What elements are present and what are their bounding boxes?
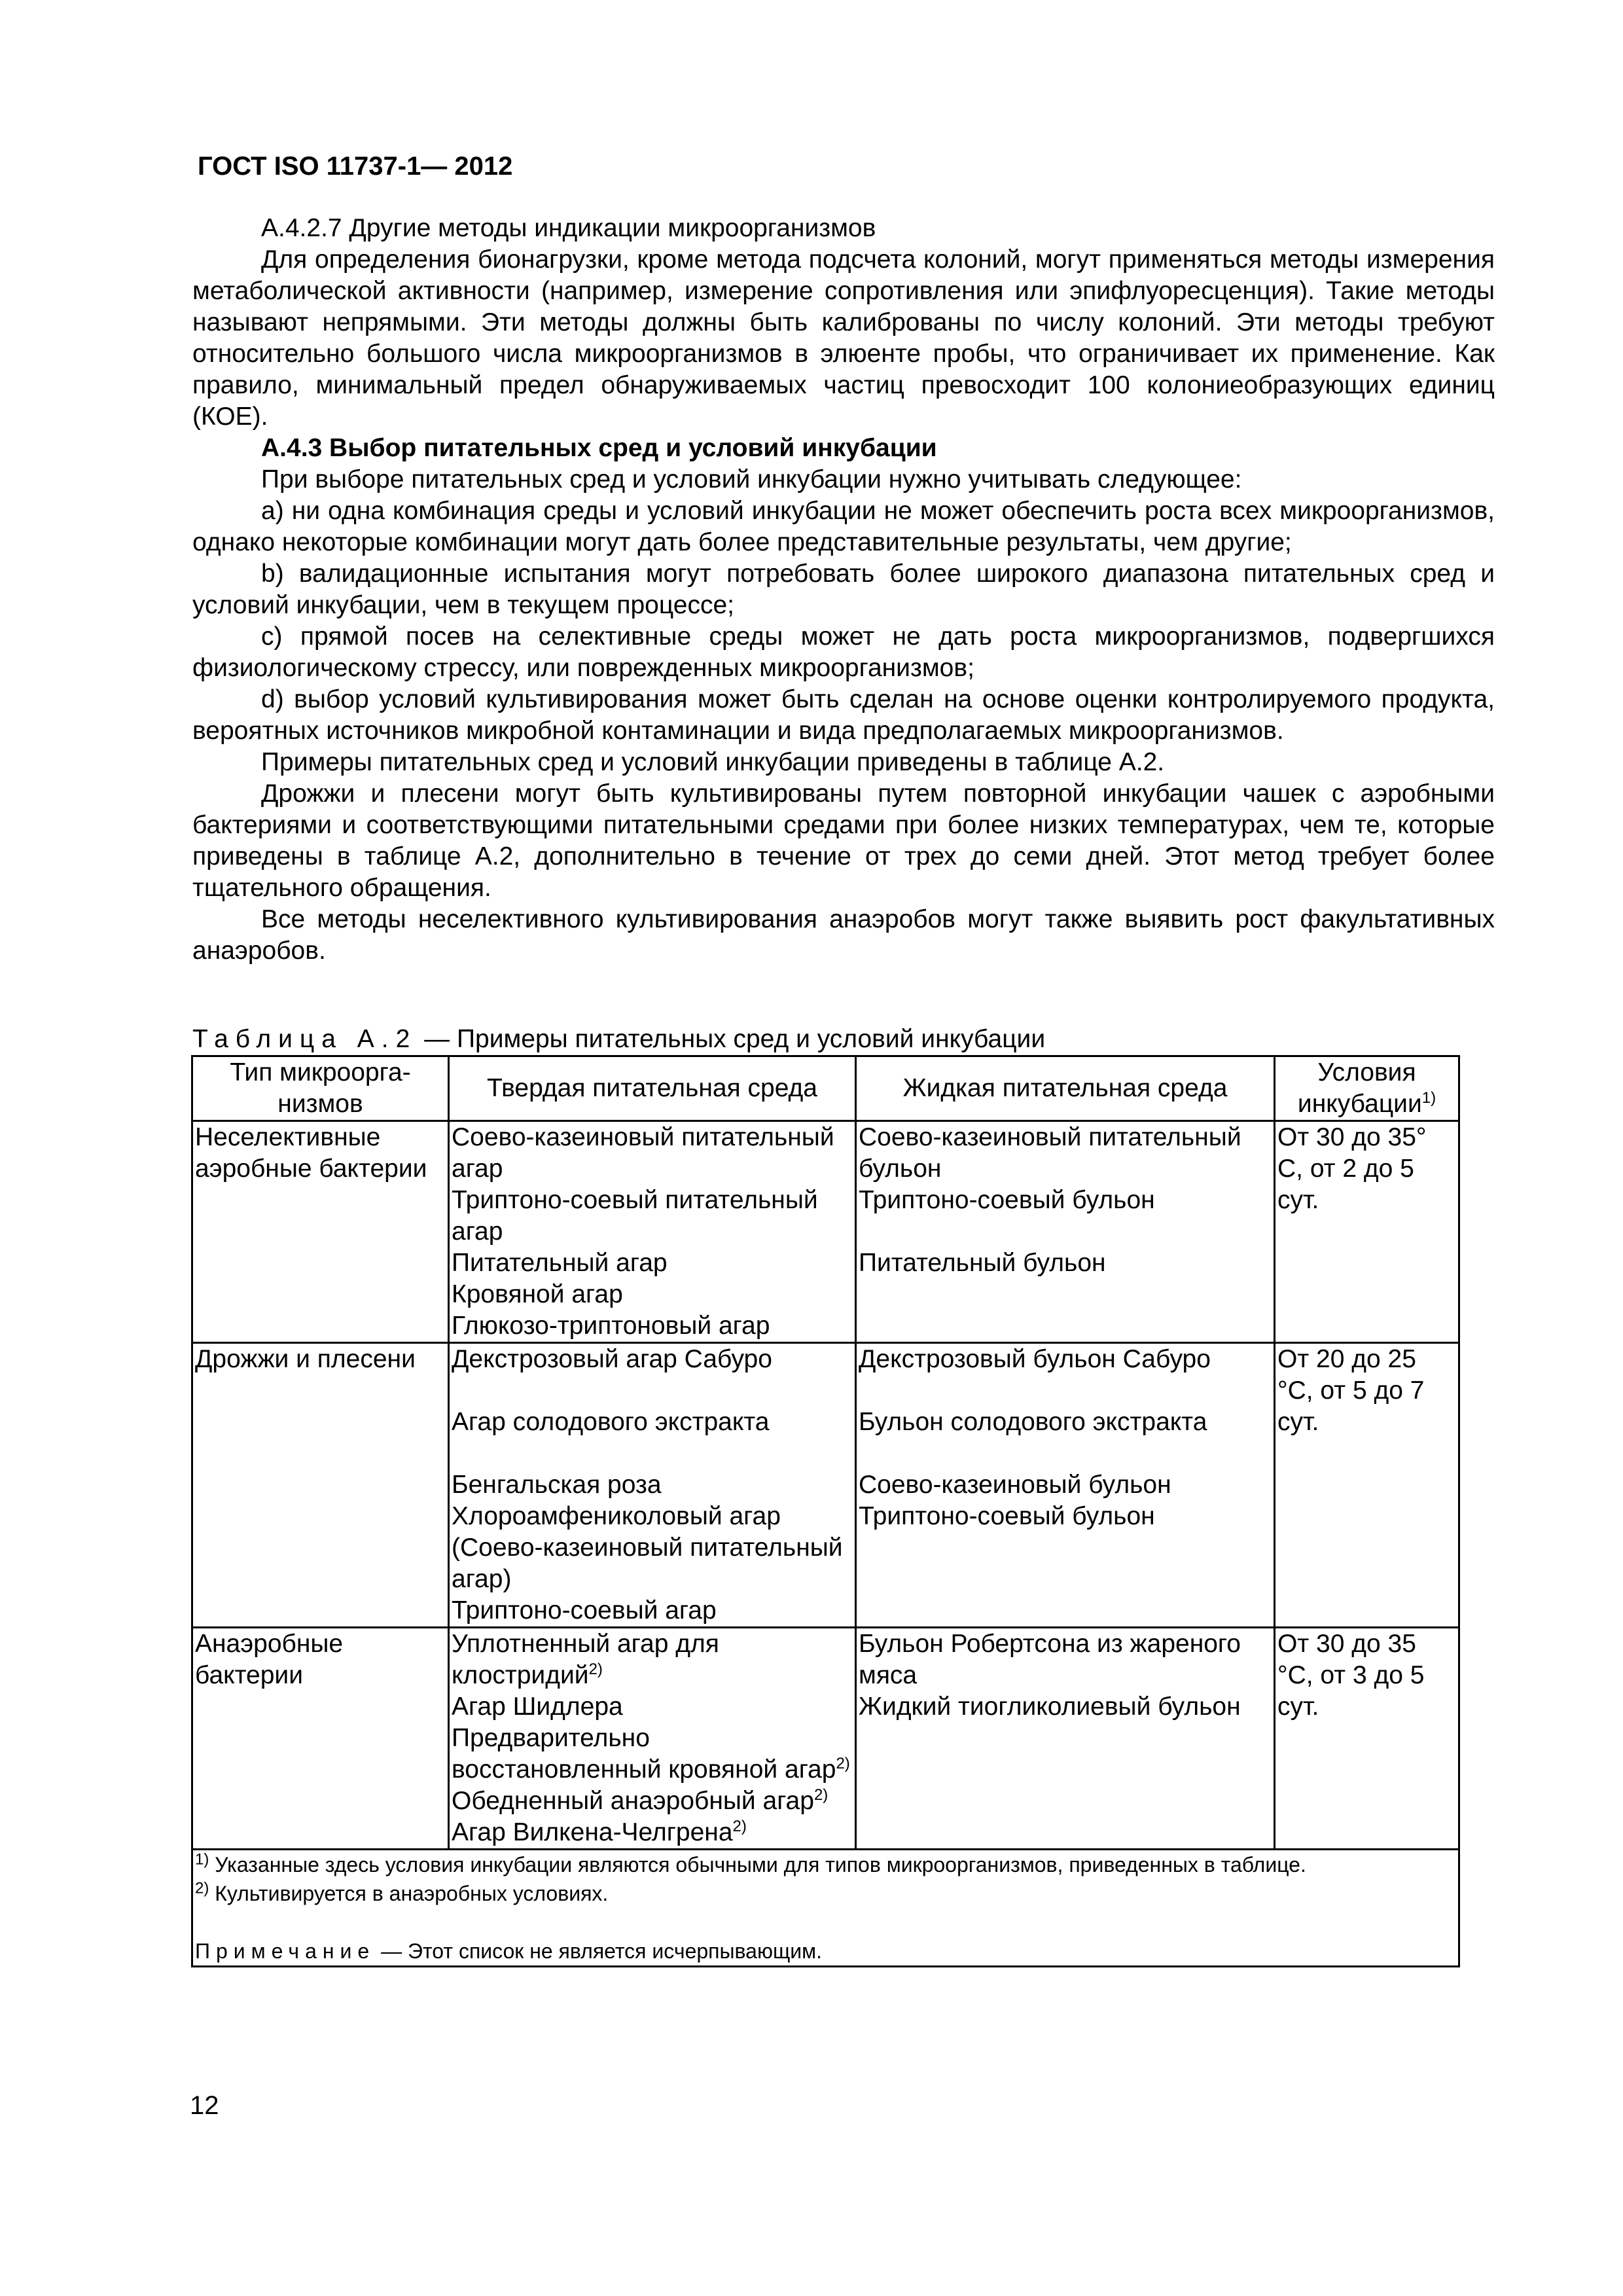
medium-item: Бульон солодового экстракта bbox=[859, 1408, 1207, 1436]
column-header-type: Тип микроорга-низмов bbox=[192, 1056, 449, 1121]
paragraph: Для определения бионагрузки, кроме метода подсчета колоний, могут применяться методы измерения метаболической активности (например, измерение сопротивления или эпифлуоресценция). Такие методы называют непрямыми. Эти методы должны быть калиброваны по числу колоний. Эти методы требуют относительно большого числа микроорганизмов в элюенте пробы, что ограничивает их применение. Как правило, минимальный предел обнаруживаемых частиц превосходит 100 колониеобразующих единиц (КОЕ). bbox=[192, 245, 1495, 431]
column-header-solid: Твердая питательная среда bbox=[449, 1056, 856, 1121]
medium-item: Триптоно-соевый агар bbox=[452, 1596, 717, 1624]
medium-item: Хлороамфениколовый агар bbox=[452, 1502, 781, 1530]
list-item: b) валидационные испытания могут потребовать более широкого диапазона питательных сред и условий инкубации, чем в текущем процессе; bbox=[192, 560, 1495, 619]
note-label: Примечание bbox=[195, 1939, 376, 1963]
cell-liquid bbox=[856, 1121, 1275, 1343]
table-note bbox=[195, 1937, 1456, 1965]
body-text bbox=[192, 213, 1495, 967]
medium-item: Триптоно-соевый бульон bbox=[859, 1186, 1155, 1214]
cell-solid bbox=[449, 1343, 856, 1628]
medium-item: Бульон Робертсона из жареного мяса bbox=[859, 1630, 1241, 1689]
medium-item: Агар солодового экстракта bbox=[452, 1408, 770, 1436]
list-item: a) ни одна комбинация среды и условий инкубации не может обеспечить роста всех микроорганизмов, однако некоторые комбинации могут дать более представительные результаты, чем другие; bbox=[192, 497, 1495, 556]
footnote-ref: 2) bbox=[732, 1818, 747, 1835]
table-row bbox=[192, 1121, 1459, 1343]
table-header-row bbox=[192, 1056, 1459, 1121]
cell-conditions: От 30 до 35 °С, от 3 до 5 сут. bbox=[1275, 1628, 1459, 1850]
medium-item bbox=[452, 1723, 853, 1785]
section-heading: А.4.3 Выбор питательных сред и условий инкубации bbox=[261, 434, 937, 462]
paragraph: Все методы неселективного культивирования анаэробов могут также выявить рост факультативных анаэробов. bbox=[192, 905, 1495, 965]
medium-item: Бенгальская роза bbox=[452, 1471, 662, 1499]
note-text: — Этот список не является исчерпывающим. bbox=[375, 1939, 823, 1963]
list-item: c) прямой посев на селективные среды может не дать роста микроорганизмов, подвергшихся физиологическому стрессу, или поврежденных микроорганизмов; bbox=[192, 622, 1495, 682]
footnote-1 bbox=[195, 1850, 1456, 1879]
footnote-text: Указанные здесь условия инкубации являются обычными для типов микроорганизмов, приведенных в таблице. bbox=[209, 1853, 1306, 1876]
medium-item bbox=[452, 1817, 853, 1848]
paragraph: Примеры питательных сред и условий инкубации приведены в таблице А.2. bbox=[261, 748, 1165, 776]
medium-item: Глюкозо-триптоновый агар bbox=[452, 1312, 770, 1340]
cell-solid bbox=[449, 1628, 856, 1850]
medium-item: Соево-казеиновый бульон bbox=[859, 1471, 1171, 1499]
medium-name: Предварительно восстановленный кровяной агар bbox=[452, 1724, 836, 1784]
medium-item bbox=[452, 1628, 853, 1691]
cell-conditions: От 20 до 25 °С, от 5 до 7 сут. bbox=[1275, 1343, 1459, 1628]
footnote-ref: 2) bbox=[813, 1786, 829, 1804]
footnote-ref: 2) bbox=[836, 1755, 850, 1772]
table-caption bbox=[192, 1024, 1045, 1055]
paragraph: А.4.2.7 Другие методы индикации микроорганизмов bbox=[261, 214, 876, 242]
table-row bbox=[192, 1628, 1459, 1850]
list-item: d) выбор условий культивирования может быть сделан на основе оценки контролируемого продукта, вероятных источников микробной контаминации и вида предполагаемых микроорганизмов. bbox=[192, 685, 1495, 745]
footnote-mark: 2) bbox=[195, 1879, 209, 1897]
medium-item: Декстрозовый бульон Сабуро bbox=[859, 1345, 1211, 1373]
medium-item: Питательный бульон bbox=[859, 1249, 1106, 1277]
footnote-text: Культивируется в анаэробных условиях. bbox=[209, 1882, 609, 1905]
document-header: ГОСТ ISO 11737-1— 2012 bbox=[198, 152, 513, 181]
paragraph: Дрожжи и плесени могут быть культивированы путем повторной инкубации чашек с аэробными бактериями и соответствующими питательными средами при более низких температурах, чем те, которые приведены в таблице А.2, дополнительно в течение от трех до семи дней. Этот метод требует более тщательного обращения. bbox=[192, 780, 1495, 902]
medium-item: (Соево-казеиновый питательный агар) bbox=[452, 1534, 843, 1593]
medium-item: Триптоно-соевый бульон bbox=[859, 1502, 1155, 1530]
medium-item: Жидкий тиогликолиевый бульон bbox=[859, 1693, 1241, 1721]
footnote-ref: 2) bbox=[588, 1660, 603, 1678]
cell-solid bbox=[449, 1121, 856, 1343]
footnote-2 bbox=[195, 1879, 1456, 1908]
footnote-ref: 1) bbox=[1421, 1089, 1436, 1107]
column-header-conditions bbox=[1275, 1056, 1459, 1121]
medium-item: Агар Шидлера bbox=[452, 1693, 623, 1721]
medium-name: Обедненный анаэробный агар bbox=[452, 1787, 814, 1815]
paragraph: При выборе питательных сред и условий инкубации нужно учитывать следующее: bbox=[261, 465, 1242, 493]
media-table bbox=[191, 1055, 1460, 1967]
table-row bbox=[192, 1343, 1459, 1628]
cell-type: Неселективные аэробные бактерии bbox=[192, 1121, 449, 1343]
cell-liquid bbox=[856, 1343, 1275, 1628]
table-footnotes-row bbox=[192, 1850, 1459, 1967]
medium-item: Соево-казеиновый питательный бульон bbox=[859, 1123, 1241, 1183]
column-header-liquid: Жидкая питательная среда bbox=[856, 1056, 1275, 1121]
cell-type: Дрожжи и плесени bbox=[192, 1343, 449, 1628]
medium-name: Уплотненный агар для клостридий bbox=[452, 1630, 719, 1689]
cell-liquid bbox=[856, 1628, 1275, 1850]
table-caption-text: — Примеры питательных сред и условий инкубации bbox=[417, 1025, 1046, 1053]
medium-item: Соево-казеиновый питательный агар bbox=[452, 1123, 834, 1183]
cell-conditions: От 30 до 35° С, от 2 до 5 сут. bbox=[1275, 1121, 1459, 1343]
medium-item: Кровяной агар bbox=[452, 1280, 623, 1308]
medium-item: Триптоно-соевый питательный агар bbox=[452, 1186, 818, 1246]
medium-item: Питательный агар bbox=[452, 1249, 668, 1277]
column-header-conditions-label: Условия инкубации bbox=[1297, 1058, 1422, 1118]
page-number: 12 bbox=[190, 2091, 219, 2120]
table-caption-label: Таблица А.2 bbox=[192, 1025, 418, 1053]
footnote-mark: 1) bbox=[195, 1850, 209, 1869]
medium-name: Агар Вилкена-Челгрена bbox=[452, 1818, 733, 1846]
cell-type: Анаэробные бактерии bbox=[192, 1628, 449, 1850]
footnotes-cell bbox=[192, 1850, 1459, 1967]
medium-item bbox=[452, 1785, 853, 1817]
medium-item: Декстрозовый агар Сабуро bbox=[452, 1345, 772, 1373]
